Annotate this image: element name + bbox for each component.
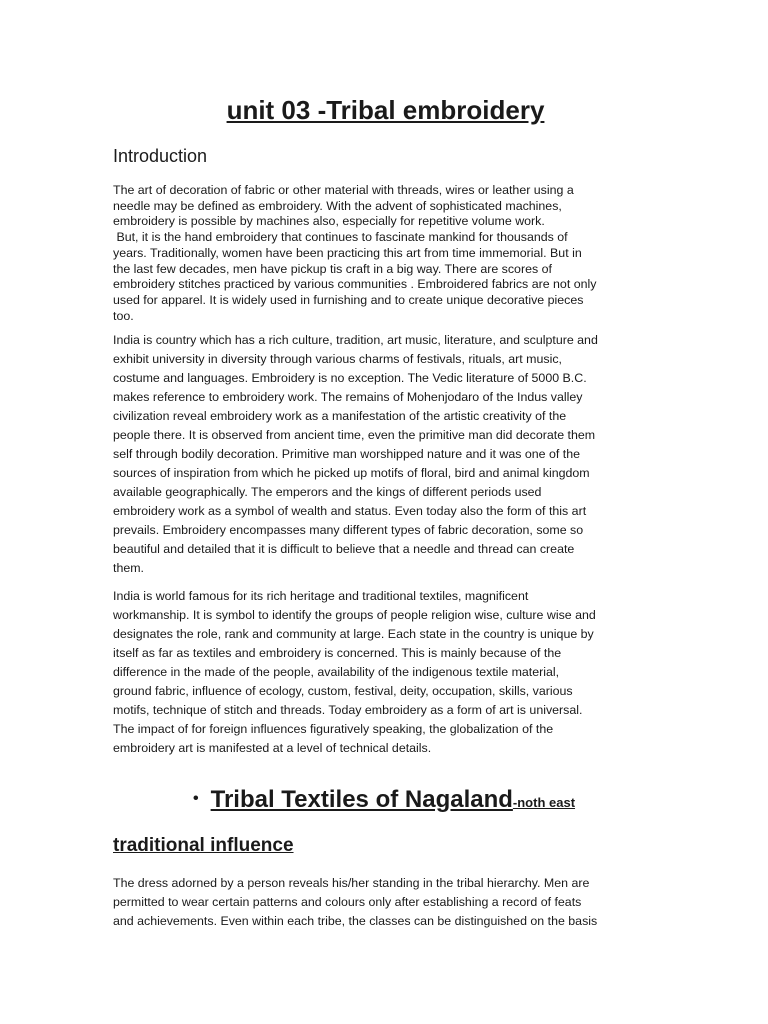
- document-title: unit 03 -Tribal embroidery: [226, 95, 545, 125]
- text-line: sources of inspiration from which he picked up motifs of floral, bird and animal kingdom: [113, 466, 590, 480]
- text-line: available geographically. The emperors and the kings of different periods used: [113, 485, 542, 499]
- text-line: civilization reveal embroidery work as a manifestation of the artistic creativity of the: [113, 409, 567, 423]
- text-line: But, it is the hand embroidery that continues to fascinate mankind for thousands of: [113, 230, 568, 245]
- section-heading-suffix: -noth east: [512, 795, 576, 810]
- text-line: embroidery art is manifested at a level of technical details.: [113, 741, 432, 755]
- text-line: needle may be defined as embroidery. With the advent of sophisticated machines,: [113, 198, 562, 213]
- introduction-heading: Introduction: [113, 146, 208, 166]
- text-line: India is world famous for its rich heritage and traditional textiles, magnificent: [113, 589, 529, 603]
- text-line: prevails. Embroidery encompasses many different types of fabric decoration, some so: [113, 523, 584, 537]
- text-line: used for apparel. It is widely used in furnishing and to create unique decorative pieces: [113, 292, 584, 307]
- text-line: itself as far as textiles and embroidery is concerned. This is mainly because of the: [113, 646, 562, 660]
- text-line: exhibit university in diversity through various charms of festivals, rituals, art music,: [113, 352, 562, 366]
- text-line: costume and languages. Embroidery is no exception. The Vedic literature of 5000 B.C.: [113, 371, 587, 385]
- text-line: beautiful and detailed that it is difficult to believe that a needle and thread can create: [113, 542, 575, 556]
- text-line: them.: [113, 561, 144, 575]
- text-line: embroidery is possible by machines also, especially for repetitive volume work.: [113, 214, 545, 229]
- text-line: and achievements. Even within each tribe, the classes can be distinguished on the basis: [113, 914, 598, 928]
- text-line: years. Traditionally, women have been practicing this art from time immemorial. But in: [113, 245, 582, 260]
- text-line: The dress adorned by a person reveals his/her standing in the tribal hierarchy. Men are: [113, 876, 590, 890]
- text-line: difference in the made of the people, availability of the indigenous textile material,: [113, 665, 560, 679]
- text-line: permitted to wear certain patterns and colours only after establishing a record of feats: [113, 895, 582, 909]
- text-line: India is country which has a rich culture, tradition, art music, literature, and sculpture and: [113, 333, 598, 347]
- text-line: The impact of for foreign influences figuratively speaking, the globalization of the: [113, 722, 554, 736]
- text-line: motifs, technique of stitch and threads. Today embroidery as a form of art is universal.: [113, 703, 583, 717]
- text-line: embroidery work as a symbol of wealth and status. Even today also the form of this art: [113, 504, 587, 518]
- text-line: too.: [113, 308, 134, 323]
- text-line: the last few decades, men have pickup tis craft in a big way. There are scores of: [113, 261, 552, 276]
- section-heading: [193, 786, 575, 814]
- text-line: makes reference to embroidery work. The remains of Mohenjodaro of the Indus valley: [113, 390, 583, 404]
- paragraph-1: [113, 183, 658, 324]
- section-heading-main: Tribal Textiles of Nagaland: [210, 786, 513, 813]
- text-line: The art of decoration of fabric or other material with threads, wires or leather using a: [113, 183, 574, 197]
- text-line: people there. It is observed from ancient time, even the primitive man did decorate them: [113, 428, 596, 442]
- text-line: designates the role, rank and community at large. Each state in the country is unique by: [113, 627, 594, 641]
- text-line: self through bodily decoration. Primitive man worshipped nature and it was one of the: [113, 447, 580, 461]
- text-line: workmanship. It is symbol to identify the groups of people religion wise, culture wise and: [113, 608, 596, 622]
- paragraph-3: [113, 587, 658, 758]
- text-line: ground fabric, influence of ecology, custom, festival, deity, occupation, skills, various: [113, 684, 573, 698]
- subheading: traditional influence: [113, 835, 294, 856]
- text-line: embroidery stitches practiced by various communities . Embroidered fabrics are not only: [113, 277, 597, 292]
- bullet-icon: •: [193, 790, 199, 807]
- paragraph-2: [113, 331, 658, 578]
- paragraph-4: [113, 874, 658, 931]
